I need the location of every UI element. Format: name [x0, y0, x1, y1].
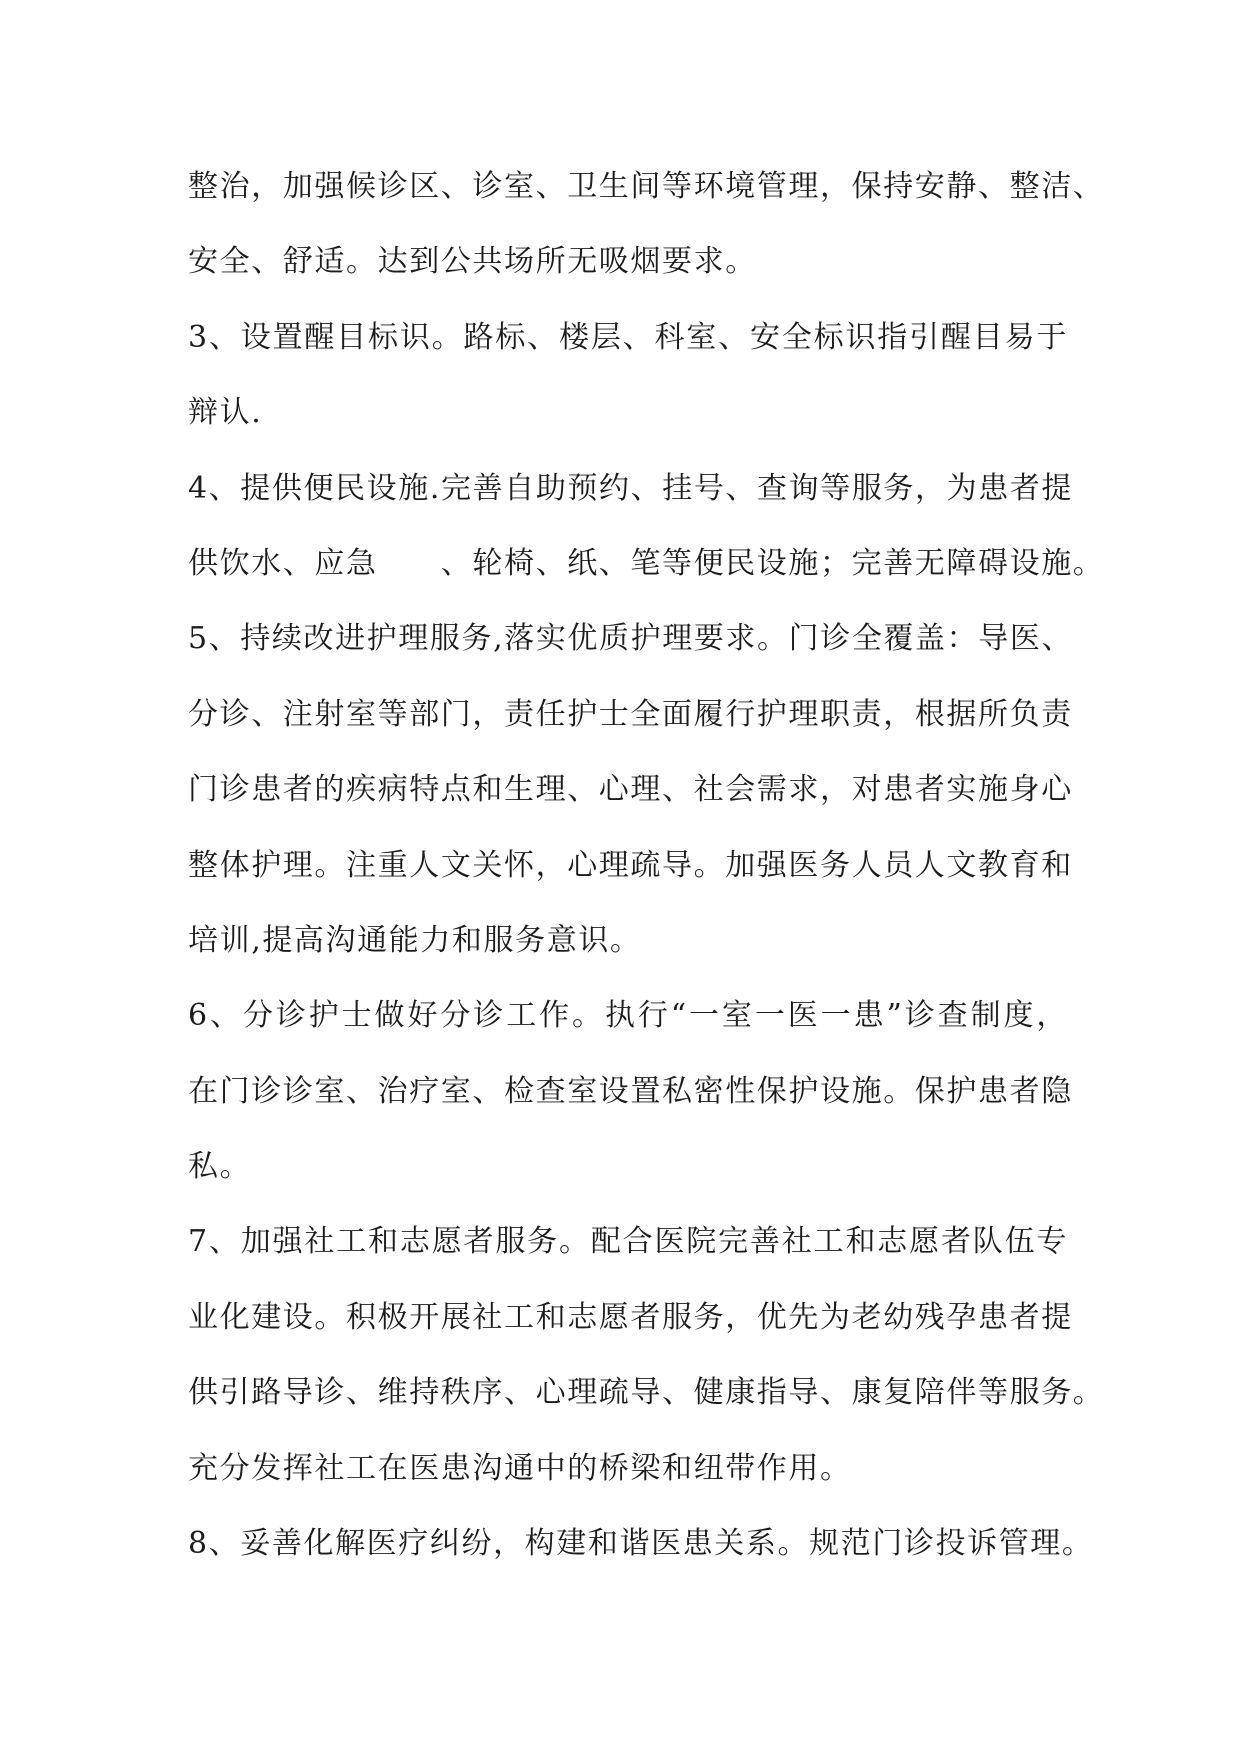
text-line: 5、持续改进护理服务,落实优质护理要求。门诊全覆盖：导医、 [188, 621, 1074, 657]
text-line: 分诊、注射室等部门，责任护士全面履行护理职责，根据所负责 [188, 696, 1073, 732]
text-line: 3、设置醒目标识。路标、楼层、科室、安全标识指引醒目易于 [188, 319, 1068, 355]
text-line: 辩认. [188, 395, 263, 431]
body-text [188, 160, 1105, 1592]
text-line: 门诊患者的疾病特点和生理、心理、社会需求，对患者实施身心 [188, 772, 1073, 808]
text-line: 8、妥善化解医疗纠纷，构建和谐医患关系。规范门诊投诉管理。 [188, 1526, 1094, 1562]
text-line: 培训,提高沟通能力和服务意识。 [188, 922, 642, 958]
text-line: 4、提供便民设施.完善自助预约、挂号、查询等服务，为患者提 [188, 470, 1074, 506]
text-line: 在门诊诊室、治疗室、检查室设置私密性保护设施。保护患者隐 [188, 1073, 1073, 1109]
text-line: 供饮水、应急 、轮椅、纸、笔等便民设施；完善无障碍设施。 [188, 545, 1105, 581]
text-line: 整治，加强候诊区、诊室、卫生间等环境管理，保持安静、整洁、 [188, 169, 1105, 204]
text-line: 7、加强社工和志愿者服务。配合医院完善社工和志愿者队伍专 [188, 1224, 1068, 1260]
text-line: 整体护理。注重人文关怀，心理疏导。加强医务人员人文教育和 [188, 847, 1073, 883]
text-line: 充分发挥社工在医患沟通中的桥梁和纽带作用。 [188, 1450, 852, 1486]
text-line: 业化建设。积极开展社工和志愿者服务，优先为老幼残孕患者提 [188, 1299, 1073, 1335]
text-line: 私。 [188, 1149, 252, 1185]
text-line: 供引路导诊、维持秩序、心理疏导、健康指导、康复陪伴等服务。 [188, 1375, 1105, 1411]
text-line: 安全、舒适。达到公共场所无吸烟要求。 [188, 244, 757, 280]
text-line: 6、分诊护士做好分诊工作。执行“一室一医一患”诊查制度， [188, 998, 1068, 1034]
